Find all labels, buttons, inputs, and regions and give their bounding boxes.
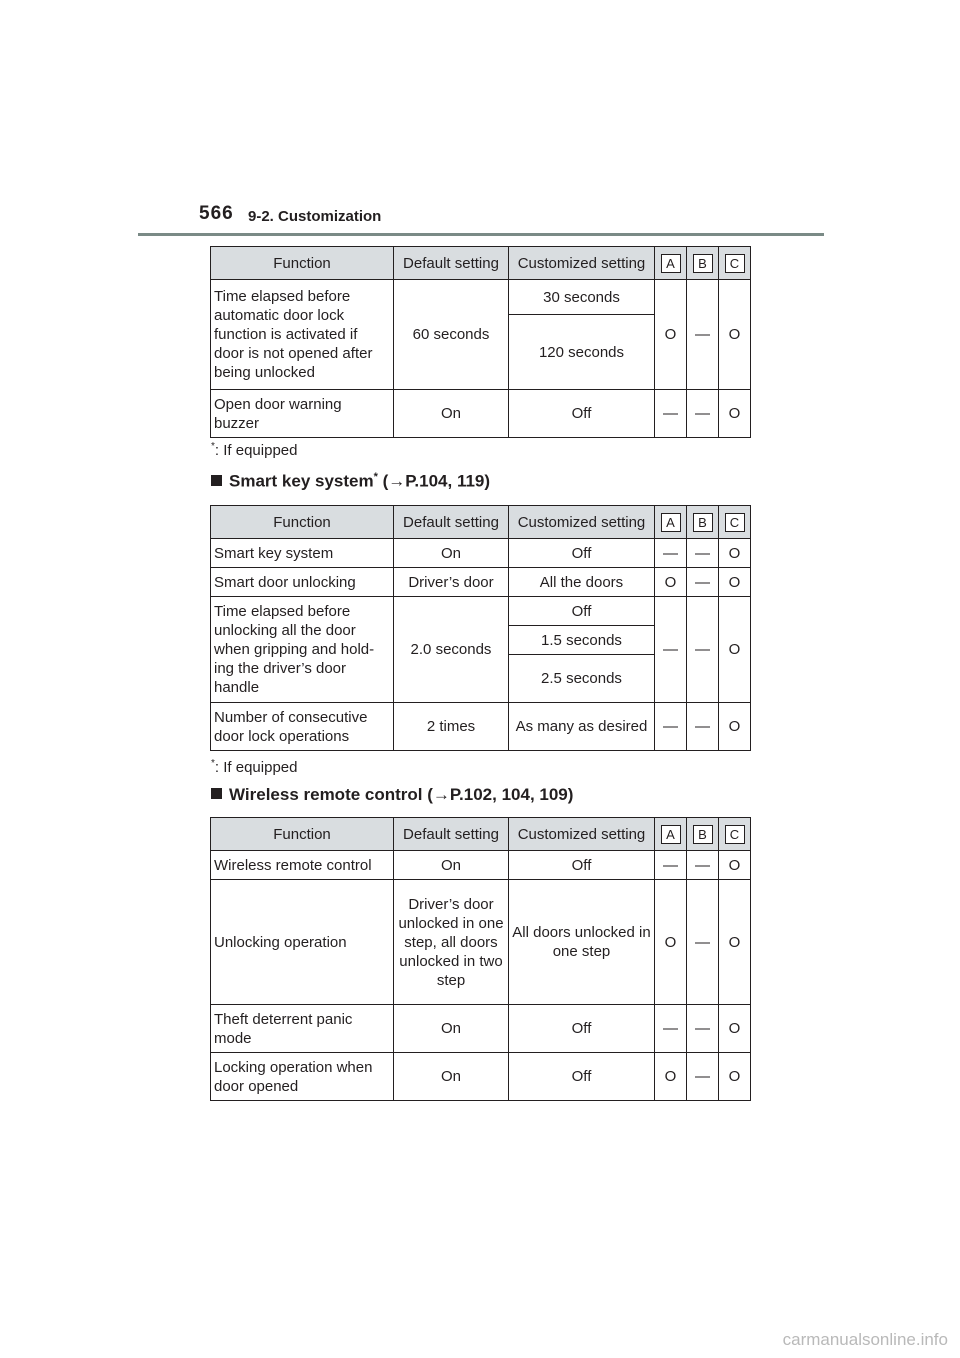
header-col-c <box>719 818 751 851</box>
page-reference: (→P.104, 119) <box>377 471 491 491</box>
b-cell: — <box>687 539 719 568</box>
a-cell: O <box>655 280 687 390</box>
b-cell: — <box>687 1053 719 1101</box>
door-lock-settings-table <box>210 246 751 438</box>
default-cell: Driver’s door <box>394 568 509 597</box>
custom-cell: Off <box>509 539 655 568</box>
header-function: Function <box>211 818 394 851</box>
a-cell: O <box>655 568 687 597</box>
table-row <box>211 280 751 315</box>
default-cell: 60 seconds <box>394 280 509 390</box>
header-col-b <box>687 506 719 539</box>
footnote-text: : If equipped <box>214 759 298 776</box>
a-cell: — <box>655 703 687 751</box>
custom-cell: As many as desired <box>509 703 655 751</box>
letter-c-box: C <box>725 254 745 273</box>
custom-cell: Off <box>509 390 655 438</box>
c-cell: O <box>719 703 751 751</box>
default-cell: Driver’s door unlocked in one step, all doors unlocked in two step <box>394 880 509 1005</box>
a-cell: — <box>655 851 687 880</box>
letter-c-box: C <box>725 513 745 532</box>
letter-b-box: B <box>693 825 713 844</box>
header-col-a <box>655 247 687 280</box>
b-cell: — <box>687 390 719 438</box>
b-cell: — <box>687 597 719 703</box>
wireless-remote-heading <box>211 785 573 805</box>
table-row <box>211 597 751 626</box>
table-header-row <box>211 506 751 539</box>
a-cell: — <box>655 539 687 568</box>
header-function: Function <box>211 506 394 539</box>
square-bullet-icon <box>211 475 222 486</box>
table-row <box>211 390 751 438</box>
header-customized-setting: Customized setting <box>509 247 655 280</box>
site-watermark: carmanualsonline.info <box>782 1330 948 1349</box>
letter-a-box: A <box>661 254 681 273</box>
default-cell: 2.0 seconds <box>394 597 509 703</box>
header-default-setting: Default setting <box>394 506 509 539</box>
table-row <box>211 539 751 568</box>
b-cell: — <box>687 568 719 597</box>
c-cell: O <box>719 539 751 568</box>
header-col-c <box>719 247 751 280</box>
table-row <box>211 851 751 880</box>
b-cell: — <box>687 851 719 880</box>
header-col-a <box>655 506 687 539</box>
footnote-text: : If equipped <box>214 442 298 459</box>
custom-cell: All doors unlocked in one step <box>509 880 655 1005</box>
letter-a-box: A <box>661 513 681 532</box>
default-cell: On <box>394 539 509 568</box>
c-cell: O <box>719 597 751 703</box>
function-cell: Unlocking operation <box>211 880 394 1005</box>
table-row <box>211 568 751 597</box>
header-function: Function <box>211 247 394 280</box>
function-cell: Time elapsed before automatic door lock function is activated if door is not opened after being unlocked <box>211 280 394 390</box>
wireless-remote-settings-table <box>210 817 751 1101</box>
b-cell: — <box>687 703 719 751</box>
function-cell: Theft deterrent panic mode <box>211 1005 394 1053</box>
a-cell: O <box>655 1053 687 1101</box>
function-cell: Number of consecutive door lock operations <box>211 703 394 751</box>
header-customized-setting: Customized setting <box>509 506 655 539</box>
default-cell: 2 times <box>394 703 509 751</box>
header-col-c <box>719 506 751 539</box>
default-cell: On <box>394 1005 509 1053</box>
a-cell: — <box>655 597 687 703</box>
header-customized-setting: Customized setting <box>509 818 655 851</box>
c-cell: O <box>719 1053 751 1101</box>
footnote <box>211 758 297 776</box>
c-cell: O <box>719 851 751 880</box>
header-col-b <box>687 247 719 280</box>
footnote <box>211 441 297 459</box>
table-header-row <box>211 818 751 851</box>
function-cell: Locking operation when door opened <box>211 1053 394 1101</box>
function-cell: Smart door unlocking <box>211 568 394 597</box>
c-cell: O <box>719 1005 751 1053</box>
table-row <box>211 1005 751 1053</box>
c-cell: O <box>719 390 751 438</box>
custom-cell: Off <box>509 851 655 880</box>
a-cell: — <box>655 1005 687 1053</box>
header-col-b <box>687 818 719 851</box>
letter-b-box: B <box>693 254 713 273</box>
custom-cell: All the doors <box>509 568 655 597</box>
footnote-mark: * <box>211 758 215 769</box>
custom-cell: 1.5 seconds <box>509 626 655 655</box>
header-col-a <box>655 818 687 851</box>
section-title: 9-2. Customization <box>248 208 382 225</box>
square-bullet-icon <box>211 788 222 799</box>
custom-cell: Off <box>509 597 655 626</box>
letter-c-box: C <box>725 825 745 844</box>
function-cell: Time elapsed before unlocking all the door when gripping and hold-ing the driver’s door handle <box>211 597 394 703</box>
heading-footnote-mark: * <box>373 471 378 483</box>
function-cell: Wireless remote control <box>211 851 394 880</box>
custom-cell: Off <box>509 1005 655 1053</box>
smart-key-heading <box>211 471 490 492</box>
function-cell: Open door warning buzzer <box>211 390 394 438</box>
letter-a-box: A <box>661 825 681 844</box>
a-cell: O <box>655 880 687 1005</box>
custom-cell: Off <box>509 1053 655 1101</box>
heading-text: Wireless remote control (→P.102, 104, 109) <box>229 785 574 804</box>
table-row <box>211 703 751 751</box>
custom-cell: 2.5 seconds <box>509 655 655 703</box>
page-number: 566 <box>199 203 234 224</box>
default-cell: On <box>394 390 509 438</box>
header-default-setting: Default setting <box>394 247 509 280</box>
heading-text: Smart key system <box>229 471 374 491</box>
letter-b-box: B <box>693 513 713 532</box>
function-cell: Smart key system <box>211 539 394 568</box>
b-cell: — <box>687 280 719 390</box>
table-row <box>211 1053 751 1101</box>
smart-key-settings-table <box>210 505 751 751</box>
c-cell: O <box>719 280 751 390</box>
header-divider <box>138 233 824 236</box>
custom-cell: 30 seconds <box>509 280 655 315</box>
a-cell: — <box>655 390 687 438</box>
table-row <box>211 880 751 1005</box>
default-cell: On <box>394 851 509 880</box>
table-header-row <box>211 247 751 280</box>
b-cell: — <box>687 880 719 1005</box>
footnote-mark: * <box>211 441 215 452</box>
c-cell: O <box>719 568 751 597</box>
custom-cell: 120 seconds <box>509 315 655 390</box>
c-cell: O <box>719 880 751 1005</box>
default-cell: On <box>394 1053 509 1101</box>
b-cell: — <box>687 1005 719 1053</box>
header-default-setting: Default setting <box>394 818 509 851</box>
